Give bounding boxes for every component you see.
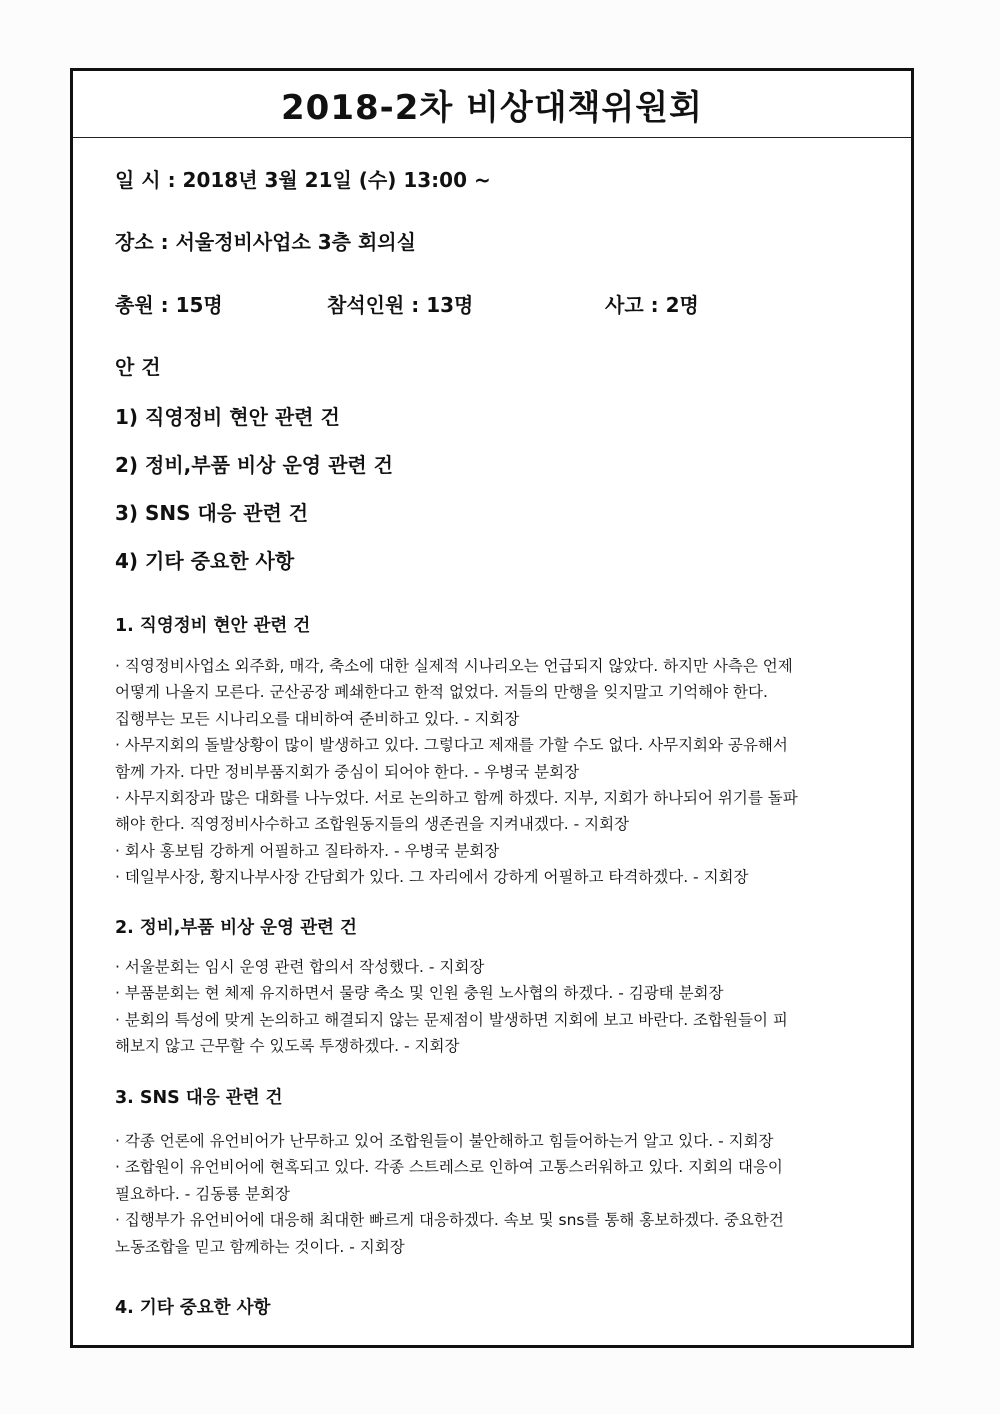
section-heading: 3. SNS 대응 관련 건 xyxy=(115,1088,283,1108)
agenda-item: 3) SNS 대응 관련 건 xyxy=(115,501,309,525)
body-line: · 회사 홍보팀 강하게 어필하고 질타하자. - 우병국 분회장 xyxy=(115,841,500,860)
attendance-row xyxy=(115,289,875,315)
body-line: · 사무지회의 돌발상황이 많이 발생하고 있다. 그렇다고 제재를 가할 수도 없다. 사무지회와 공유해서 xyxy=(115,736,788,755)
body-line: 해보지 않고 근무할 수 있도록 투쟁하겠다. - 지회장 xyxy=(115,1037,460,1056)
agenda-item: 2) 정비,부품 비상 운영 관련 건 xyxy=(115,453,393,477)
meeting-datetime: 일 시 : 2018년 3월 21일 (수) 13:00 ~ xyxy=(115,168,491,192)
total-members: 총원 : 15명 xyxy=(115,293,223,317)
body-line: 어떻게 나올지 모른다. 군산공장 폐쇄한다고 한적 없었다. 저들의 만행을 잊지말고 기억해야 한다. xyxy=(115,683,768,702)
body-line: · 서울분회는 임시 운영 관련 합의서 작성했다. - 지회장 xyxy=(115,958,485,976)
agenda-item: 1) 직영정비 현안 관련 건 xyxy=(115,405,340,429)
section-body xyxy=(115,954,905,1060)
agenda-item: 4) 기타 중요한 사항 xyxy=(115,549,295,573)
section-heading: 4. 기타 중요한 사항 xyxy=(115,1298,271,1318)
body-line: 집행부는 모든 시나리오를 대비하여 준비하고 있다. - 지회장 xyxy=(115,709,520,728)
agenda-heading: 안 건 xyxy=(115,355,161,379)
absent-members: 사고 : 2명 xyxy=(605,293,699,317)
meeting-place: 장소 : 서울정비사업소 3층 회의실 xyxy=(115,230,416,254)
body-line: 해야 한다. 직영정비사수하고 조합원동지들의 생존권을 지켜내겠다. - 지회장 xyxy=(115,815,630,834)
body-line: · 분회의 특성에 맞게 논의하고 해결되지 않는 문제점이 발생하면 지회에 보고 바란다. 조합원들이 피 xyxy=(115,1010,788,1029)
body-line: · 집행부가 유언비어에 대응해 최대한 빠르게 대응하겠다. 속보 및 sns를 통해 홍보하겠다. 중요한건 xyxy=(115,1211,784,1230)
body-line: · 각종 언론에 유언비어가 난무하고 있어 조합원들이 불안해하고 힘들어하는거 알고 있다. - 지회장 xyxy=(115,1132,774,1150)
body-line: · 데일부사장, 황지나부사장 간담회가 있다. 그 자리에서 강하게 어필하고 타격하겠다. - 지회장 xyxy=(115,868,749,887)
minutes-document xyxy=(70,68,914,1348)
body-line: · 직영정비사업소 외주화, 매각, 축소에 대한 실제적 시나리오는 언급되지 않았다. 하지만 사측은 언제 xyxy=(115,657,793,675)
body-line: · 조합원이 유언비어에 현혹되고 있다. 각종 스트레스로 인하여 고통스러워하고 있다. 지회의 대응이 xyxy=(115,1158,783,1177)
body-line: 노동조합을 믿고 함께하는 것이다. - 지회장 xyxy=(115,1237,405,1256)
body-line: · 사무지회장과 많은 대화를 나누었다. 서로 논의하고 함께 하겠다. 지부, 지회가 하나되어 위기를 돌파 xyxy=(115,789,798,808)
body-line: 함께 가자. 다만 정비부품지회가 중심이 되어야 한다. - 우병국 분회장 xyxy=(115,762,580,781)
section-body xyxy=(115,1128,905,1260)
section-heading: 1. 직영정비 현안 관련 건 xyxy=(115,616,311,636)
title-bar xyxy=(73,71,911,138)
section-body xyxy=(115,653,905,891)
document-title: 2018-2차 비상대책위원회 xyxy=(281,87,703,128)
body-line: 필요하다. - 김동룡 분회장 xyxy=(115,1184,291,1203)
body-line: · 부품분회는 현 체제 유지하면서 물량 축소 및 인원 충원 노사협의 하겠다. - 김광태 분회장 xyxy=(115,984,724,1003)
present-members: 참석인원 : 13명 xyxy=(327,293,474,317)
section-heading: 2. 정비,부품 비상 운영 관련 건 xyxy=(115,918,357,938)
